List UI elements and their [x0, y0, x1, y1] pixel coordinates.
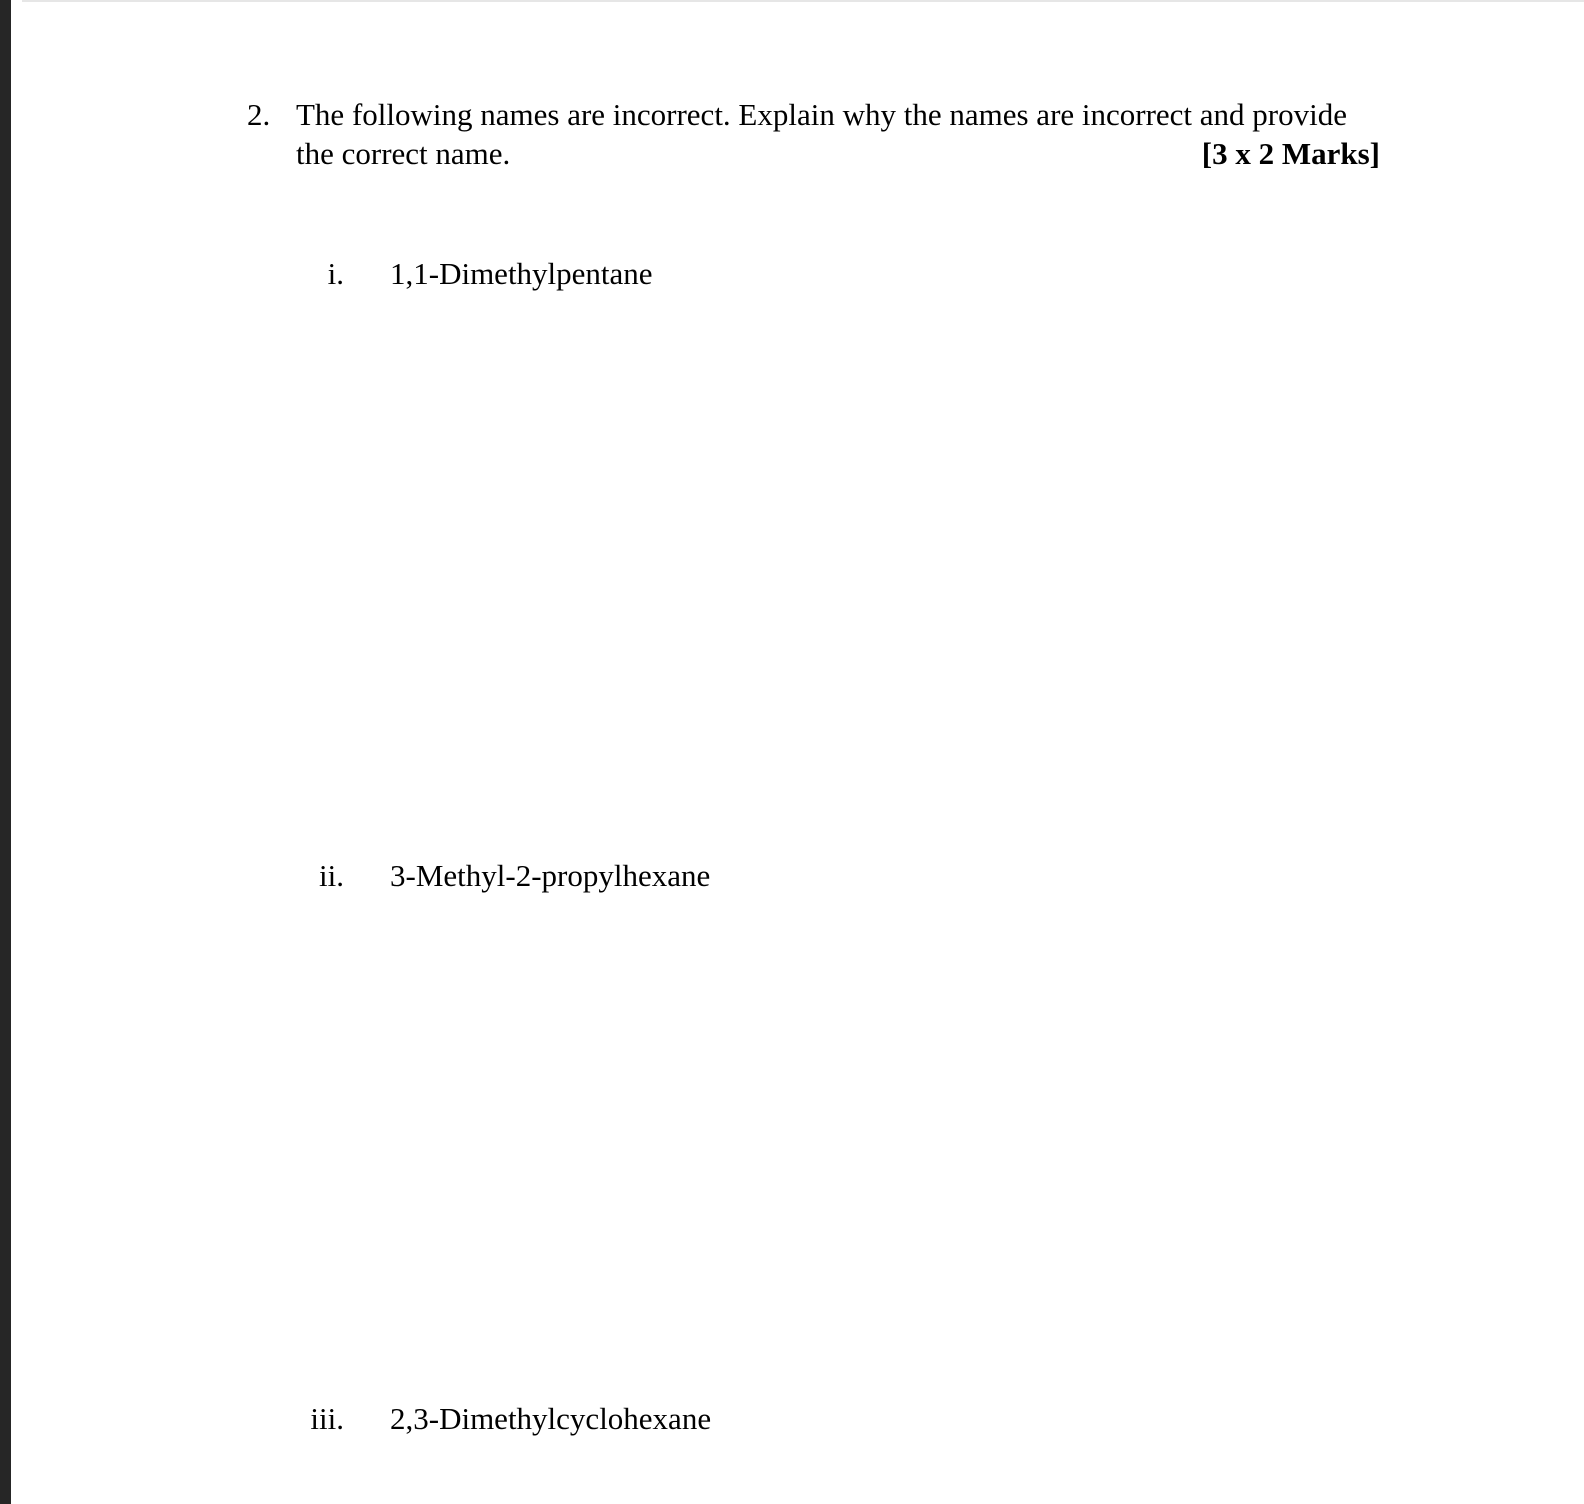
item-name-ii: 3-Methyl-2-propylhexane	[390, 858, 711, 893]
window-edge	[0, 0, 11, 1504]
item-name-iii: 2,3-Dimethylcyclohexane	[390, 1401, 712, 1436]
item-numeral-ii: ii.	[319, 858, 344, 893]
question-number: 2.	[247, 97, 271, 132]
marks-label: [3 x 2 Marks]	[1201, 136, 1380, 171]
question-text-line-2: the correct name.	[296, 136, 511, 171]
question-text-line-1: The following names are incorrect. Explain why the names are incorrect and provide	[296, 97, 1348, 132]
item-name-i: 1,1-Dimethylpentane	[390, 256, 653, 291]
item-numeral-i: i.	[327, 256, 344, 291]
document-page	[11, 0, 1584, 1504]
item-numeral-iii: iii.	[310, 1401, 344, 1436]
page-top-border	[22, 0, 1584, 2]
